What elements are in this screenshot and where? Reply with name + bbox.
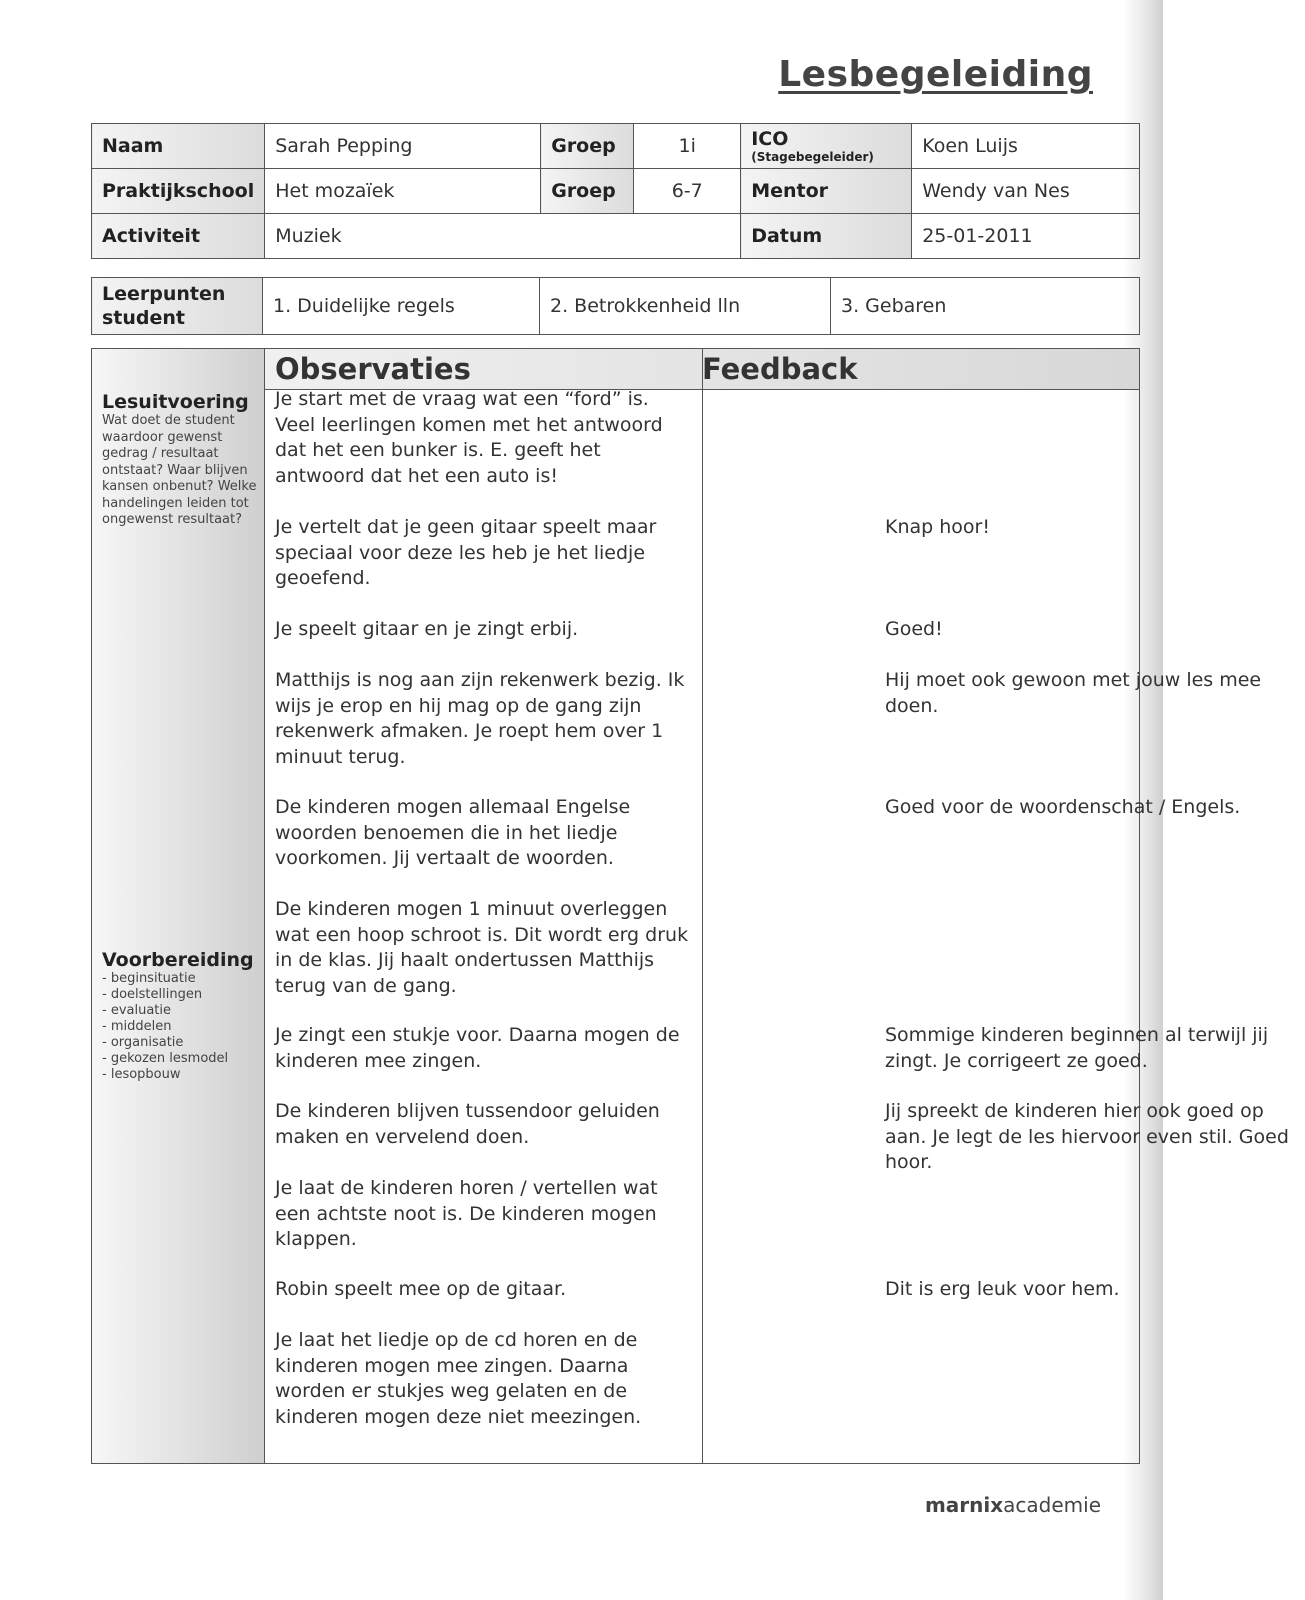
voorbereiding-item: - lesopbouw: [102, 1067, 262, 1083]
footer-logo: [925, 1493, 1101, 1517]
observation-text: Matthijs is nog aan zijn rekenwerk bezig. Ik wijs je erop en hij mag op de gang zijn rekenwerk afmaken. Je roept hem over 1 minuut terug.: [275, 669, 685, 768]
feedback-text: Dit is erg leuk voor hem.: [885, 1278, 1120, 1300]
lesuitvoering-desc: Wat doet de student waardoor gewenst gedrag / resultaat ontstaat? Waar blijven kansen onbenut? Welke handelingen leiden tot ongewenst resultaat?: [102, 413, 257, 527]
observation-text: Je speelt gitaar en je zingt erbij.: [275, 618, 579, 640]
feedback-text: Goed voor de woordenschat / Engels.: [885, 796, 1241, 818]
activiteit-label: Activiteit: [92, 214, 265, 259]
leerpunt-2: 2. Betrokkenheid lln: [540, 278, 831, 335]
feedback-text: Goed!: [885, 618, 943, 640]
observation-text: Je laat de kinderen horen / vertellen wat een achtste noot is. De kinderen mogen klappen.: [275, 1177, 658, 1250]
observation-text: Robin speelt mee op de gitaar.: [275, 1278, 567, 1300]
voorbereiding-item: - middelen: [102, 1019, 262, 1035]
groep2-label: Groep: [541, 169, 634, 214]
observation-text: De kinderen mogen allemaal Engelse woorden benoemen die in het liedje voorkomen. Jij vertaalt de woorden.: [275, 796, 631, 869]
footer-brand-rest: academie: [1003, 1493, 1101, 1517]
page-title: Lesbegeleiding: [778, 54, 1093, 95]
naam-value: Sarah Pepping: [265, 124, 541, 169]
feedback-text: Hij moet ook gewoon met jouw les mee doen.: [885, 669, 1262, 717]
leerpunten-label: Leerpunten student: [92, 278, 263, 335]
observation-text: De kinderen blijven tussendoor geluiden maken en vervelend doen.: [275, 1100, 660, 1148]
voorbereiding-block: [102, 949, 262, 1083]
observation-text: Je vertelt dat je geen gitaar speelt maar speciaal voor deze les heb je het liedje geoefend.: [275, 516, 657, 589]
observation-text: De kinderen mogen 1 minuut overleggen wat een hoop schroot is. Dit wordt erg druk in de klas. Jij haalt ondertussen Matthijs terug van de gang.: [275, 898, 689, 997]
voorbereiding-title: Voorbereiding: [102, 949, 254, 971]
activiteit-value: Muziek: [265, 214, 741, 259]
datum-label: Datum: [741, 214, 912, 259]
groep-value: 1i: [634, 124, 741, 169]
observation-text: Je zingt een stukje voor. Daarna mogen de kinderen mee zingen.: [275, 1024, 680, 1072]
column-divider: [702, 349, 703, 1463]
voorbereiding-item: - doelstellingen: [102, 987, 262, 1003]
leerpunt-3: 3. Gebaren: [831, 278, 1140, 335]
naam-label: Naam: [92, 124, 265, 169]
voorbereiding-item: - gekozen lesmodel: [102, 1051, 262, 1067]
footer-brand-bold: marnix: [924, 1493, 1004, 1517]
groep-label: Groep: [541, 124, 634, 169]
voorbereiding-list: [102, 971, 262, 1083]
mentor-value: Wendy van Nes: [912, 169, 1140, 214]
feedback-text: Sommige kinderen beginnen al terwijl jij zingt. Je corrigeert ze goed.: [885, 1024, 1269, 1072]
feedback-text: Knap hoor!: [885, 516, 990, 538]
ico-value: Koen Luijs: [912, 124, 1140, 169]
sidebar: [92, 349, 265, 1463]
leerpunt-1: 1. Duidelijke regels: [263, 278, 540, 335]
groep2-value: 6-7: [634, 169, 741, 214]
lesuitvoering-title: Lesuitvoering: [102, 391, 249, 413]
ico-label-text: ICO: [751, 128, 789, 150]
lesuitvoering-block: [102, 391, 262, 529]
observation-text: Je start met de vraag wat een “ford” is. Veel leerlingen komen met het antwoord dat het een bunker is. E. geeft het antwoord dat het een auto is!: [275, 388, 663, 487]
leerpunten-table: [91, 277, 1140, 335]
observaties-header: Observaties: [275, 352, 471, 386]
ico-sub-label: (Stagebegeleider): [751, 150, 874, 164]
voorbereiding-item: - evaluatie: [102, 1003, 262, 1019]
voorbereiding-item: - beginsituatie: [102, 971, 262, 987]
voorbereiding-item: - organisatie: [102, 1035, 262, 1051]
school-value: Het mozaïek: [265, 169, 541, 214]
mentor-label: Mentor: [741, 169, 912, 214]
info-table: [91, 123, 1140, 259]
ico-label: [741, 124, 912, 169]
observation-section: [91, 348, 1289, 1464]
datum-value: 25-01-2011: [912, 214, 1140, 259]
feedback-text: Jij spreekt de kinderen hier ook goed op aan. Je legt de les hiervoor even stil. Goed hoor.: [885, 1100, 1289, 1173]
observation-text: Je laat het liedje op de cd horen en de kinderen mogen mee zingen. Daarna worden er stukjes weg gelaten en de kinderen mogen deze niet meezingen.: [275, 1329, 642, 1428]
school-label: Praktijkschool: [92, 169, 265, 214]
feedback-header: Feedback: [702, 352, 858, 386]
